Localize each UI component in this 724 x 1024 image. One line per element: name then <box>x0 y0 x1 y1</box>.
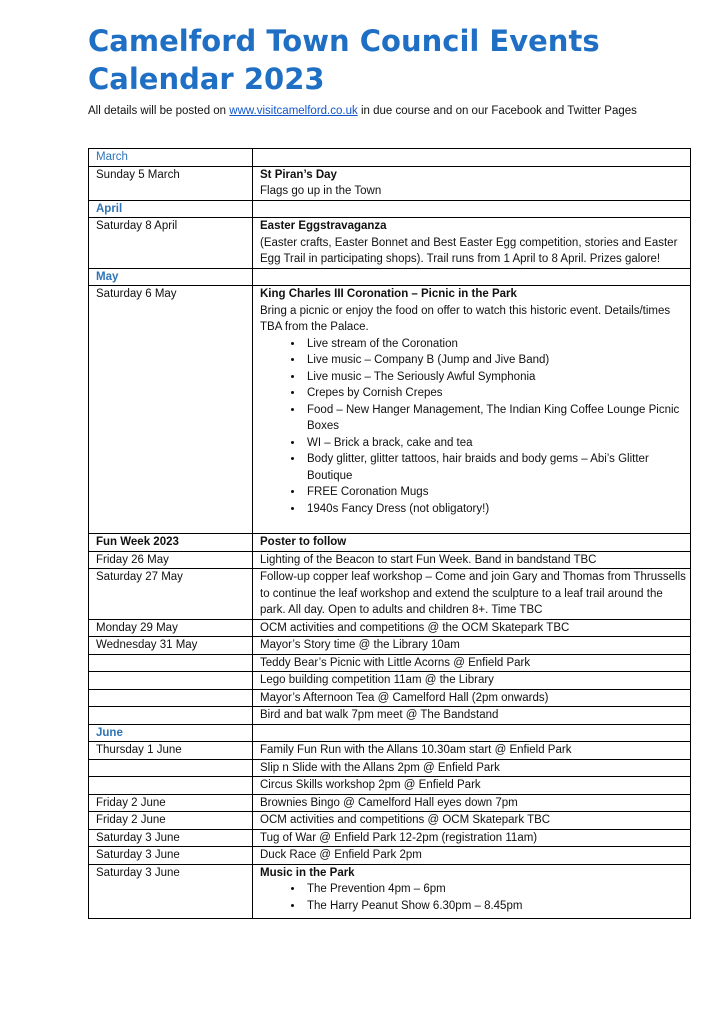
list-item: • Live music – Company B (Jump and Jive Band) <box>304 352 690 369</box>
page-title <box>88 22 688 98</box>
coronation-bullet-list <box>260 336 690 518</box>
title-line-2: Calendar 2023 <box>88 62 325 96</box>
event-desc: (Easter crafts, Easter Bonnet and Best Easter Egg competition, stories and Easter Egg Trail in participating shops). Trail runs from 1 April to 8 April. Prizes galore! <box>260 236 678 265</box>
table-row <box>89 672 691 690</box>
list-item: • Crepes by Cornish Crepes <box>304 385 690 402</box>
list-item: • WI – Brick a brack, cake and tea <box>304 435 690 452</box>
list-item: • FREE Coronation Mugs <box>304 484 690 501</box>
table-row <box>89 166 691 200</box>
event-cell: Mayor’s Story time @ the Library 10am <box>253 637 691 655</box>
event-date: Friday 2 June <box>89 812 253 830</box>
event-date: Saturday 27 May <box>89 569 253 620</box>
event-date: Sunday 5 March <box>89 166 253 200</box>
event-date <box>89 759 253 777</box>
list-item: • Live music – The Seriously Awful Symphonia <box>304 369 690 386</box>
event-date: Saturday 3 June <box>89 864 253 919</box>
event-title: Music in the Park <box>260 866 355 879</box>
event-desc: Flags go up in the Town <box>260 185 382 197</box>
month-label: April <box>89 200 253 218</box>
month-row-june <box>89 724 691 742</box>
section-note: Poster to follow <box>253 534 691 552</box>
section-heading: Fun Week 2023 <box>89 534 253 552</box>
list-item: • Food – New Hanger Management, The Indian King Coffee Lounge Picnic Boxes <box>304 402 690 435</box>
event-cell: Teddy Bear’s Picnic with Little Acorns @ Enfield Park <box>253 654 691 672</box>
table-row <box>89 794 691 812</box>
event-date <box>89 707 253 725</box>
event-date: Saturday 8 April <box>89 218 253 269</box>
table-row <box>89 707 691 725</box>
table-row <box>89 689 691 707</box>
table-row <box>89 742 691 760</box>
event-cell: Tug of War @ Enfield Park 12-2pm (registration 11am) <box>253 829 691 847</box>
table-row <box>89 777 691 795</box>
month-row-april <box>89 200 691 218</box>
website-link[interactable]: www.visitcamelford.co.uk <box>229 105 358 117</box>
event-cell: Circus Skills workshop 2pm @ Enfield Park <box>253 777 691 795</box>
month-label: May <box>89 268 253 286</box>
event-date: Saturday 3 June <box>89 847 253 865</box>
table-row <box>89 551 691 569</box>
intro-before: All details will be posted on <box>88 105 230 117</box>
event-cell: Lego building competition 11am @ the Library <box>253 672 691 690</box>
table-row <box>89 218 691 269</box>
event-desc: Bring a picnic or enjoy the food on offer to watch this historic event. Details/times TBA from the Palace. <box>260 304 671 333</box>
table-row <box>89 286 691 534</box>
event-date <box>89 777 253 795</box>
list-item: • 1940s Fancy Dress (not obligatory!) <box>304 501 690 518</box>
table-row <box>89 569 691 620</box>
event-date: Saturday 6 May <box>89 286 253 534</box>
table-row <box>89 619 691 637</box>
event-cell: Family Fun Run with the Allans 10.30am start @ Enfield Park <box>253 742 691 760</box>
event-date: Friday 2 June <box>89 794 253 812</box>
event-date: Saturday 3 June <box>89 829 253 847</box>
fun-week-heading-row <box>89 534 691 552</box>
month-label: June <box>89 724 253 742</box>
event-title: Easter Eggstravaganza <box>260 220 387 232</box>
event-date: Friday 26 May <box>89 551 253 569</box>
event-date: Monday 29 May <box>89 619 253 637</box>
event-cell: Slip n Slide with the Allans 2pm @ Enfield Park <box>253 759 691 777</box>
month-row-may <box>89 268 691 286</box>
month-label: March <box>89 149 253 167</box>
event-cell <box>253 218 691 269</box>
event-cell <box>253 166 691 200</box>
events-table <box>88 148 691 919</box>
table-row <box>89 864 691 919</box>
event-cell: Lighting of the Beacon to start Fun Week. Band in bandstand TBC <box>253 551 691 569</box>
table-row <box>89 847 691 865</box>
event-date <box>89 654 253 672</box>
list-item: • The Prevention 4pm – 6pm <box>304 881 690 898</box>
event-cell: Bird and bat walk 7pm meet @ The Bandstand <box>253 707 691 725</box>
intro-after: in due course and on our Facebook and Twitter Pages <box>357 105 637 117</box>
list-item: • Body glitter, glitter tattoos, hair braids and body gems – Abi’s Glitter Boutique <box>304 451 690 484</box>
event-title: King Charles III Coronation – Picnic in the Park <box>260 288 517 300</box>
event-cell <box>253 286 691 534</box>
event-cell: Follow-up copper leaf workshop – Come and join Gary and Thomas from Thrussells to continue the leaf workshop and extend the sculpture to a leaf trail around the park. All day. Open to adults and children 8+. Time TBC <box>253 569 691 620</box>
table-row <box>89 759 691 777</box>
event-date: Thursday 1 June <box>89 742 253 760</box>
event-date: Wednesday 31 May <box>89 637 253 655</box>
month-row-march <box>89 149 691 167</box>
event-cell: Duck Race @ Enfield Park 2pm <box>253 847 691 865</box>
table-row <box>89 829 691 847</box>
list-item: • The Harry Peanut Show 6.30pm – 8.45pm <box>304 898 690 915</box>
table-row <box>89 654 691 672</box>
table-row <box>89 812 691 830</box>
event-cell: Brownies Bingo @ Camelford Hall eyes down 7pm <box>253 794 691 812</box>
event-date <box>89 672 253 690</box>
event-date <box>89 689 253 707</box>
intro-text <box>88 103 688 120</box>
table-row <box>89 637 691 655</box>
event-cell: OCM activities and competitions @ OCM Skatepark TBC <box>253 812 691 830</box>
event-cell <box>253 864 691 919</box>
event-title: St Piran’s Day <box>260 168 337 181</box>
event-cell: OCM activities and competitions @ the OCM Skatepark TBC <box>253 619 691 637</box>
event-cell: Mayor’s Afternoon Tea @ Camelford Hall (2pm onwards) <box>253 689 691 707</box>
music-bullet-list <box>260 881 690 914</box>
list-item: • Live stream of the Coronation <box>304 336 690 353</box>
title-line-1: Camelford Town Council Events <box>88 24 600 58</box>
